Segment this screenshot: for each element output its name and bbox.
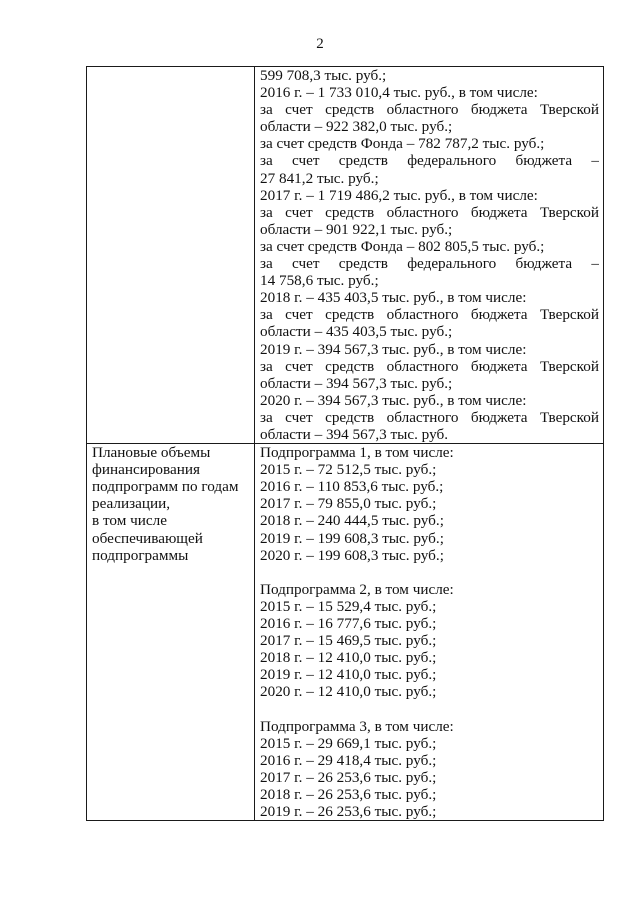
value-line: 2020 г. – 12 410,0 тыс. руб.; xyxy=(260,683,437,701)
value-line: Подпрограмма 1, в том числе: xyxy=(260,444,454,462)
table-row xyxy=(87,444,604,821)
row-label-line: подпрограммы xyxy=(92,546,189,564)
row-label-line: подпрограмм по годам xyxy=(92,478,239,496)
value-line: 2019 г. – 12 410,0 тыс. руб.; xyxy=(260,666,437,684)
value-line: 2016 г. – 29 418,4 тыс. руб.; xyxy=(260,751,437,769)
row-label-line: реализации, xyxy=(92,495,171,513)
value-line: области – 394 567,3 тыс. руб.; xyxy=(260,374,453,392)
value-line: 2019 г. – 26 253,6 тыс. руб.; xyxy=(260,803,437,821)
value-line: 2020 г. – 394 567,3 тыс. руб., в том числе: xyxy=(260,391,527,409)
value-line: за счет средств областного бюджета Тверской xyxy=(260,357,599,375)
value-line: 27 841,2 тыс. руб.; xyxy=(260,169,379,187)
value-line: за счет средств областного бюджета Тверской xyxy=(260,203,599,221)
value-line: за счет средств областного бюджета Тверской xyxy=(260,306,599,324)
row-label-cell xyxy=(87,444,255,821)
value-line: 2015 г. – 15 529,4 тыс. руб.; xyxy=(260,597,437,615)
table-row xyxy=(87,67,604,444)
value-line: 2020 г. – 199 608,3 тыс. руб.; xyxy=(260,546,444,564)
page-number: 2 xyxy=(316,36,324,52)
value-line: за счет средств Фонда – 782 787,2 тыс. руб.; xyxy=(260,135,545,153)
value-line: за счет средств Фонда – 802 805,5 тыс. руб.; xyxy=(260,237,545,255)
table-body xyxy=(87,67,604,821)
value-line: за счет средств областного бюджета Тверской xyxy=(260,101,599,119)
row-value-cell xyxy=(255,67,604,444)
value-line: 2015 г. – 29 669,1 тыс. руб.; xyxy=(260,734,437,752)
value-line: 2018 г. – 240 444,5 тыс. руб.; xyxy=(260,512,444,530)
value-line: области – 922 382,0 тыс. руб.; xyxy=(260,118,453,136)
row-label-line: обеспечивающей xyxy=(92,529,203,547)
value-line: 2017 г. – 1 719 486,2 тыс. руб., в том числе: xyxy=(260,186,538,204)
value-line: 2018 г. – 435 403,5 тыс. руб., в том числе: xyxy=(260,289,527,307)
blank-line xyxy=(260,700,599,717)
value-line: за счет средств федерального бюджета – xyxy=(260,255,599,273)
value-line: 599 708,3 тыс. руб.; xyxy=(260,67,387,84)
value-line: 2016 г. – 16 777,6 тыс. руб.; xyxy=(260,615,437,632)
value-line: области – 435 403,5 тыс. руб.; xyxy=(260,323,453,341)
value-line: 2016 г. – 110 853,6 тыс. руб.; xyxy=(260,478,444,496)
value-line: за счет средств федерального бюджета – xyxy=(260,152,599,170)
value-line: 2019 г. – 394 567,3 тыс. руб., в том числе: xyxy=(260,340,527,358)
value-line: области – 394 567,3 тыс. руб. xyxy=(260,425,448,443)
value-line: за счет средств областного бюджета Тверской xyxy=(260,408,599,426)
blank-line xyxy=(260,564,599,581)
value-line: 2018 г. – 12 410,0 тыс. руб.; xyxy=(260,649,437,667)
value-line: 2016 г. – 1 733 010,4 тыс. руб., в том числе: xyxy=(260,84,538,102)
value-line: 14 758,6 тыс. руб.; xyxy=(260,272,379,290)
row-label-line: в том числе xyxy=(92,512,167,530)
value-line: 2017 г. – 26 253,6 тыс. руб.; xyxy=(260,768,437,786)
financing-table xyxy=(86,66,604,821)
value-line: Подпрограмма 2, в том числе: xyxy=(260,580,454,598)
value-line: 2019 г. – 199 608,3 тыс. руб.; xyxy=(260,529,444,547)
value-line: 2017 г. – 79 855,0 тыс. руб.; xyxy=(260,495,437,513)
value-line: области – 901 922,1 тыс. руб.; xyxy=(260,220,453,238)
row-value-cell xyxy=(255,444,604,821)
value-line: 2018 г. – 26 253,6 тыс. руб.; xyxy=(260,785,437,803)
value-line: 2015 г. – 72 512,5 тыс. руб.; xyxy=(260,461,437,479)
value-line: 2017 г. – 15 469,5 тыс. руб.; xyxy=(260,632,437,650)
value-line: Подпрограмма 3, в том числе: xyxy=(260,717,454,735)
row-label-cell xyxy=(87,67,255,444)
row-label-line: Плановые объемы xyxy=(92,444,211,462)
row-label-line: финансирования xyxy=(92,461,200,479)
